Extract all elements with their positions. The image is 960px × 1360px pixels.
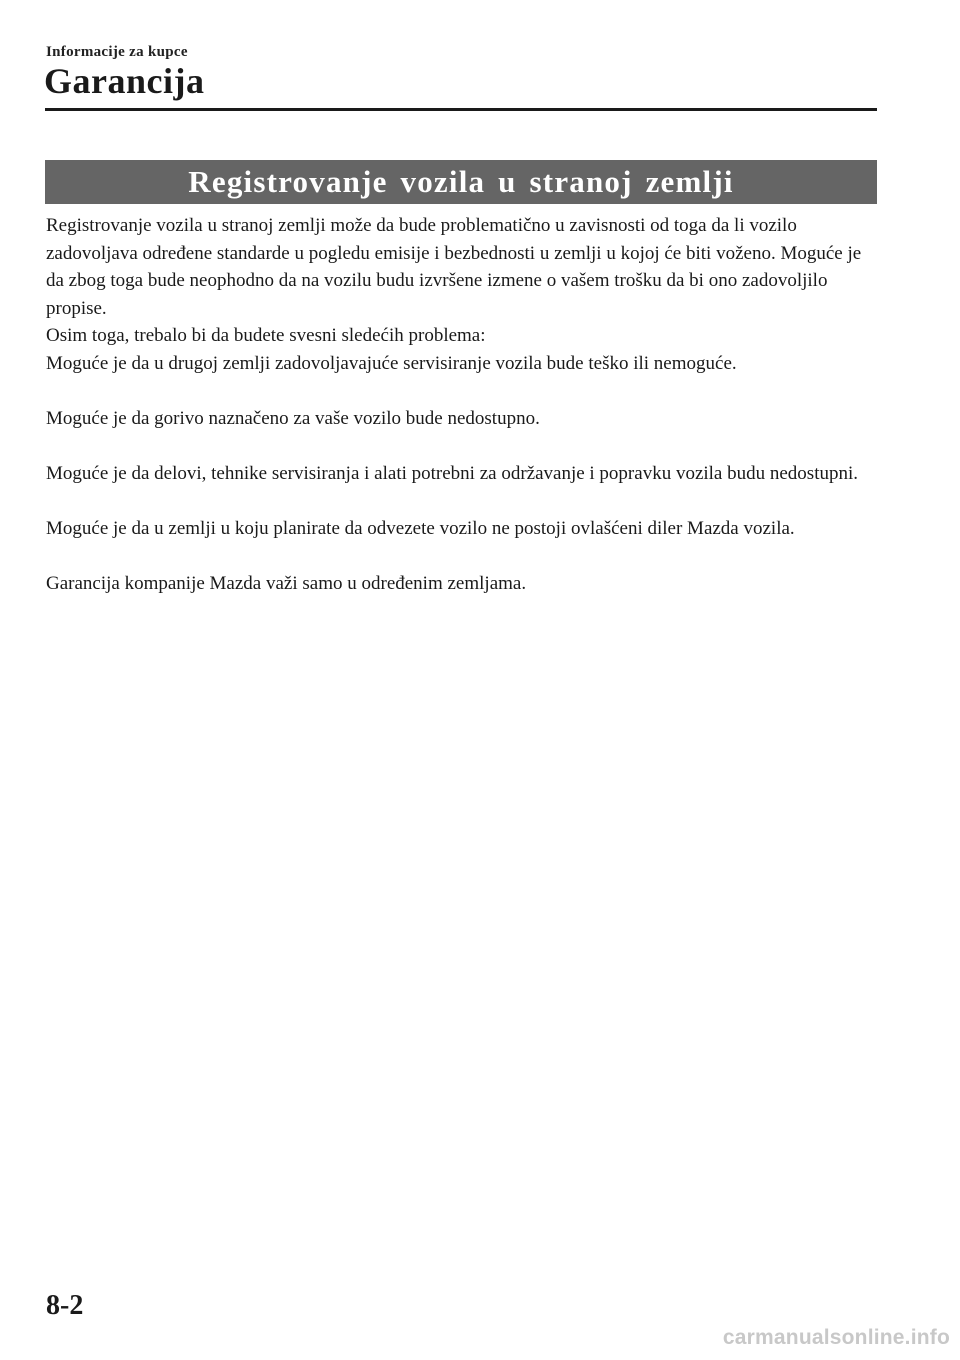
paragraph-problems-lead: Osim toga, trebalo bi da budete svesni sledećih problema:	[46, 325, 486, 346]
watermark-text: carmanualsonline.info	[722, 1326, 950, 1349]
paragraph-parts: Moguće je da delovi, tehnike servisiranja i alati potrebni za održavanje i popravku vozila budu nedostupni.	[46, 462, 858, 484]
paragraph-servicing: Moguće je da u drugoj zemlji zadovoljavajuće servisiranje vozila bude teško ili nemoguće.	[46, 352, 737, 374]
paragraph-dealer: Moguće je da u zemlji u koju planirate da odvezete vozilo ne postoji ovlašćeni diler Mazda vozila.	[46, 517, 795, 539]
paragraph-warranty: Garancija kompanije Mazda važi samo u određenim zemljama.	[46, 572, 527, 594]
page-number: 8-2	[46, 1290, 84, 1321]
page-title: Garancija	[44, 61, 205, 101]
section-heading: Registrovanje vozila u stranoj zemlji	[45, 160, 877, 204]
header-divider	[45, 108, 877, 111]
paragraph-intro: Registrovanje vozila u stranoj zemlji može da bude problematično u zavisnosti od toga da li vozilo zadovoljava određene standarde u pogledu emisije i bezbednosti u zemlji u kojoj će biti voženo. Moguće je da zbog toga bude neophodno da na vozilu budu izvršene izmene o vašem trošku da bi ono zadovoljilo propise.	[46, 215, 862, 319]
section-body	[46, 212, 876, 597]
paragraph-fuel: Moguće je da gorivo naznačeno za vaše vozilo bude nedostupno.	[46, 407, 540, 429]
chapter-label: Informacije za kupce	[46, 44, 188, 60]
